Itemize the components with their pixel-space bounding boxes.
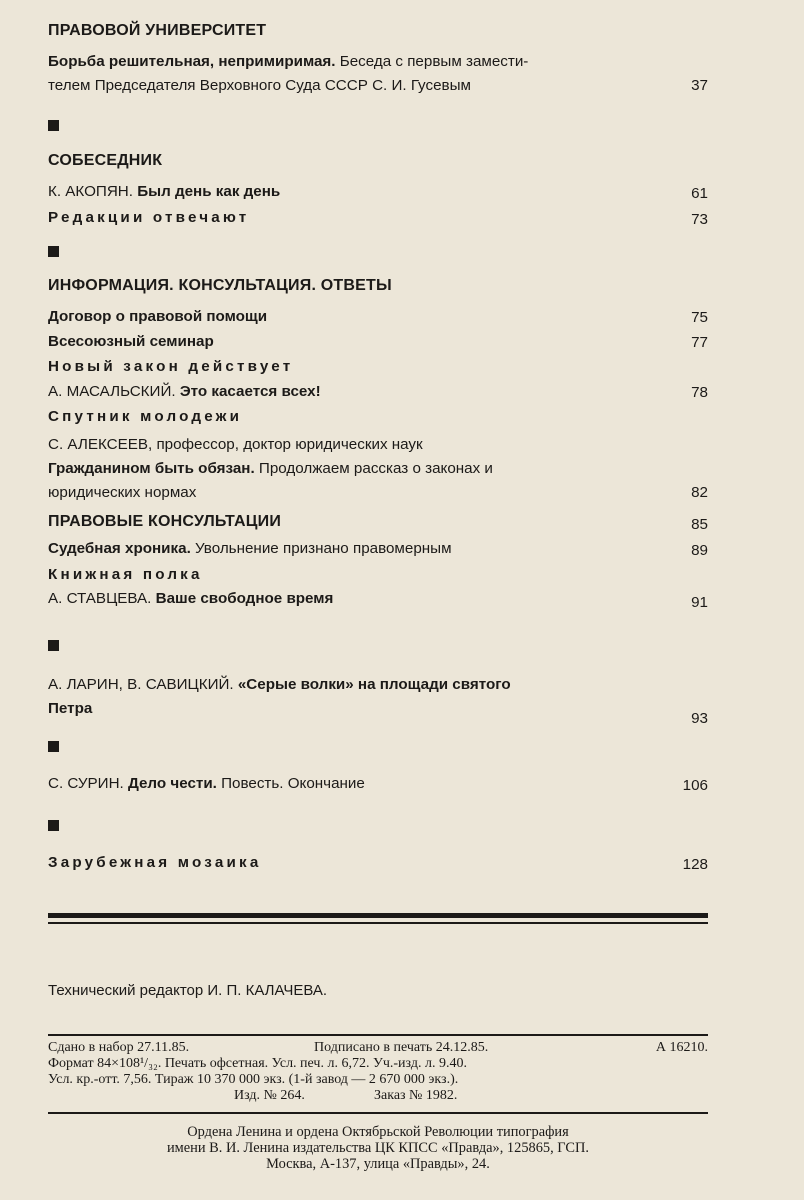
table-of-contents [48,22,708,877]
page-number: 37 [691,77,708,94]
entry-title: Петра [48,700,93,717]
toc-entry [48,355,708,380]
imprint-block [48,1040,708,1104]
entry-title: Новый закон действует [48,358,294,375]
entry-title: Гражданином быть обязан. [48,460,255,477]
toc-entry [48,405,708,433]
entry-text: Увольнение признано правомерным [190,540,452,557]
page-number: 73 [691,211,708,228]
toc-entry [48,50,708,98]
imprint-text: Усл. кр.-отт. 7,56. Тираж 10 370 000 экз. (1-й завод — 2 670 000 экз.). [48,1072,459,1087]
page-number: 75 [691,309,708,326]
section-marker-icon [48,741,59,752]
toc-entry [48,206,708,232]
toc-entry [48,673,708,727]
entry-title: Книжная полка [48,566,203,583]
entry-title: Договор о правовой помощи [48,308,268,325]
page-number: 78 [691,384,708,401]
entry-author: А. МАСАЛЬСКИЙ. [48,383,176,400]
entry-text: юридических нормах [48,484,197,501]
entry-title: Всесоюзный семинар [48,333,214,350]
technical-editor: Технический редактор И. П. КАЛАЧЕВА. [48,982,328,999]
page-number: 89 [691,542,708,559]
entry-title: Борьба решительная, непримиримая. [48,53,336,70]
toc-entry [48,587,708,615]
entry-title: Редакции отвечают [48,209,250,226]
page-number: 93 [691,710,708,727]
entry-author: А. ЛАРИН, В. САВИЦКИЙ. [48,676,234,693]
entry-text: Продолжаем рассказ о законах и [254,460,493,477]
section-marker-icon [48,120,59,131]
double-rule-top [48,913,708,918]
entry-title: Спутник молодежи [48,408,243,425]
entry-title: Дело чести. [123,775,217,792]
section-marker-icon [48,820,59,831]
toc-entry [48,305,708,330]
imprint-text: Сдано в набор 27.11.85. [48,1040,190,1055]
toc-entry [48,433,708,505]
printer-info [48,1124,708,1172]
imprint-rule-bottom [48,1112,708,1114]
page-number: 106 [682,777,708,794]
toc-entry [48,563,708,587]
page-number: 82 [691,484,708,501]
section-title: ИНФОРМАЦИЯ. КОНСУЛЬТАЦИЯ. ОТВЕТЫ [48,277,392,294]
printer-text: имени В. И. Ленина издательства ЦК КПСС «Правда», 125865, ГСП. [166,1140,590,1156]
entry-text: Беседа с первым замести- [335,53,529,70]
page-number: 85 [691,516,708,533]
double-rule-bottom [48,922,708,924]
entry-author: С. СУРИН. [48,775,124,792]
imprint-rule-top [48,1034,708,1036]
section-title: ПРАВОВЫЕ КОНСУЛЬТАЦИИ [48,513,282,530]
page-number: 128 [682,856,708,873]
imprint-text: Подписано в печать 24.12.85. [314,1040,489,1055]
page-number: 91 [691,594,708,611]
imprint-text: Изд. № 264. [234,1088,305,1103]
toc-entry [48,851,708,877]
page-number: 61 [691,185,708,202]
entry-author: А. СТАВЦЕВА. [48,590,152,607]
section-title: ПРАВОВОЙ УНИВЕРСИТЕТ [48,22,267,39]
entry-title: Был день как день [132,183,281,200]
toc-entry [48,772,708,798]
entry-title: Судебная хроника. [48,540,191,557]
imprint-text: А 16210. [655,1040,708,1055]
section-marker-icon [48,246,59,257]
toc-entry [48,180,708,206]
entry-title: «Серые волки» на площади святого [233,676,511,693]
entry-title: Это касается всех! [175,383,321,400]
imprint-text: Заказ № 1982. [374,1088,458,1103]
entry-title: Ваше свободное время [151,590,334,607]
imprint-text: Формат 84×108¹/₃₂. Печать офсетная. Усл. печ. л. 6,72. Уч.-изд. л. 9.40. [48,1056,467,1071]
entry-title: Зарубежная мозаика [48,854,262,871]
printer-text: Москва, А-137, улица «Правды», 24. [266,1156,490,1172]
toc-entry [48,380,708,405]
entry-author: К. АКОПЯН. [48,183,133,200]
entry-author: С. АЛЕКСЕЕВ, профессор, доктор юридических наук [48,436,423,453]
section-title: СОБЕСЕДНИК [48,152,163,169]
printer-text: Ордена Ленина и ордена Октябрьской Революции типография [187,1124,569,1140]
page-number: 77 [691,334,708,351]
entry-text: телем Председателя Верховного Суда СССР С. И. Гусевым [48,77,471,94]
toc-entry [48,330,708,355]
toc-entry [48,537,708,563]
entry-text: Повесть. Окончание [216,775,365,792]
section-marker-icon [48,640,59,651]
